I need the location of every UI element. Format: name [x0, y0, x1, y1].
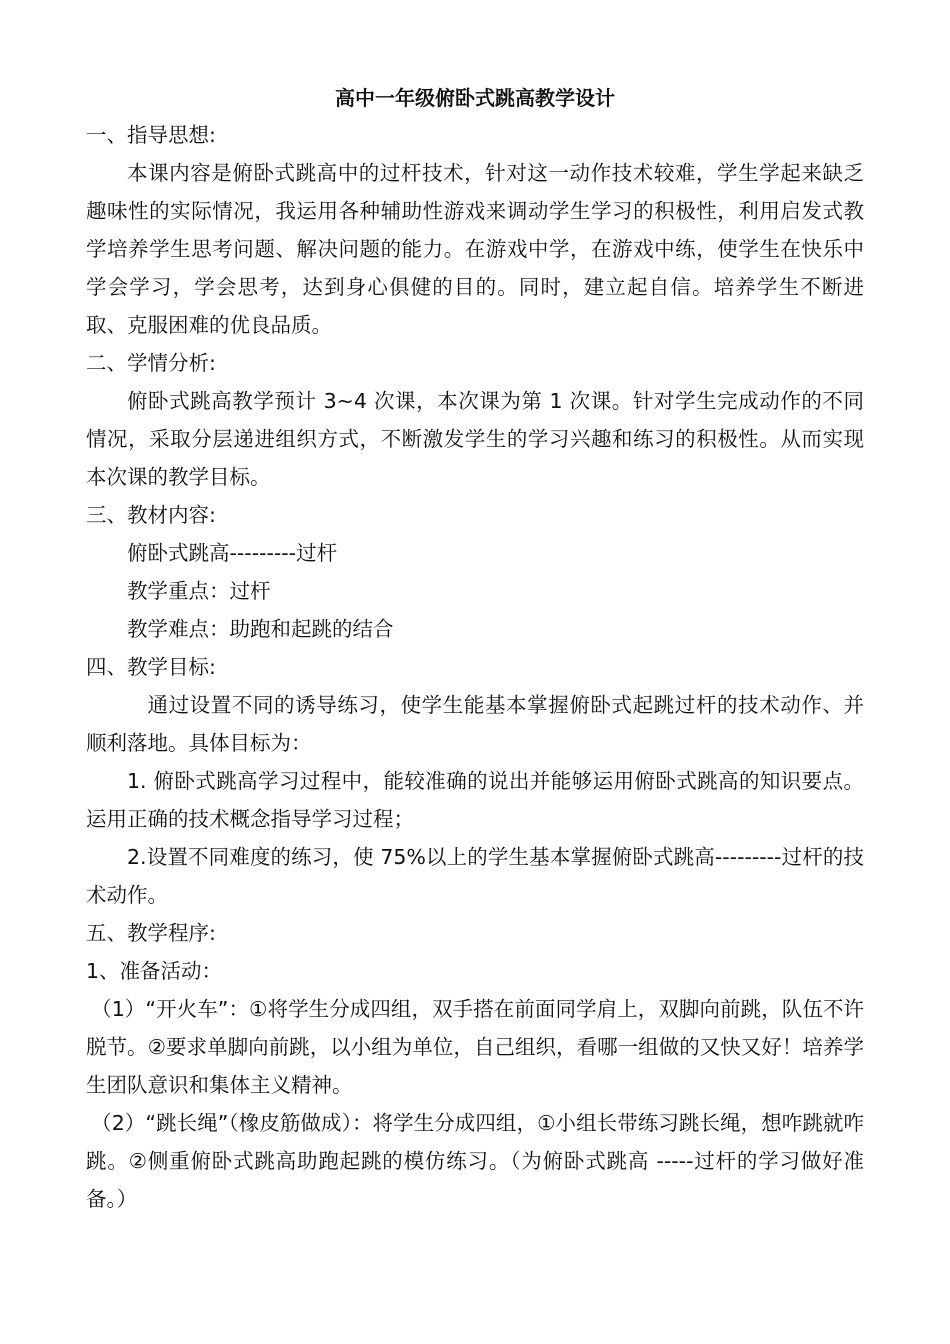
- teaching-content-topic: 俯卧式跳高---------过杆: [127, 541, 338, 565]
- teaching-goal-1: 1. 俯卧式跳高学习过程中，能较准确的说出并能够运用俯卧式跳高的知识要点。运用正确的技术概念指导学习过程；: [86, 769, 864, 831]
- teaching-goal-2: 2.设置不同难度的练习，使 75%以上的学生基本掌握俯卧式跳高---------过杆的技术动作。: [86, 845, 864, 907]
- section-body-student-analysis: 俯卧式跳高教学预计 3~4 次课，本次课为第 1 次课。针对学生完成动作的不同情况，采取分层递进组织方式，不断激发学生的学习兴趣和练习的积极性。从而实现本次课的教学目标。: [86, 389, 864, 489]
- document-title: 高中一年级俯卧式跳高教学设计: [335, 86, 615, 110]
- section-heading-teaching-content: 三、教材内容:: [86, 503, 216, 527]
- section-heading-guiding-ideas: 一、指导思想:: [86, 123, 216, 147]
- document-body: [86, 80, 864, 1218]
- section-body-guiding-ideas: 本课内容是俯卧式跳高中的过杆技术，针对这一动作技术较难，学生学起来缺乏趣味性的实际情况，我运用各种辅助性游戏来调动学生学习的积极性，利用启发式教学培养学生思考问题、解决问题的能力。在游戏中学，在游戏中练，使学生在快乐中学会学习，学会思考，达到身心俱健的目的。同时，建立起自信。培养学生不断进取、克服困难的优良品质。: [86, 161, 864, 337]
- subsection-heading-warmup: 1、准备活动：: [86, 959, 223, 983]
- section-heading-teaching-procedure: 五、教学程序:: [86, 921, 216, 945]
- warmup-item-1: （1）“开火车”：①将学生分成四组，双手搭在前面同学肩上，双脚向前跳，队伍不许脱节。②要求单脚向前跳，以小组为单位，自己组织，看哪一组做的又快又好！培养学生团队意识和集体主义精神。: [86, 997, 864, 1097]
- section-body-teaching-goals: 通过设置不同的诱导练习，使学生能基本掌握俯卧式起跳过杆的技术动作、并顺利落地。具体目标为：: [86, 693, 864, 755]
- warmup-item-2: （2）“跳长绳”（橡皮筋做成）：将学生分成四组，①小组长带练习跳长绳，想咋跳就咋跳。②侧重俯卧式跳高助跑起跳的模仿练习。（为俯卧式跳高 -----过杆的学习做好准备。）: [86, 1111, 864, 1211]
- section-heading-student-analysis: 二、学情分析:: [86, 351, 216, 375]
- teaching-difficulty: 教学难点：助跑和起跳的结合: [127, 617, 394, 641]
- teaching-key-point: 教学重点：过杆: [127, 579, 271, 603]
- section-heading-teaching-goals: 四、教学目标:: [86, 655, 216, 679]
